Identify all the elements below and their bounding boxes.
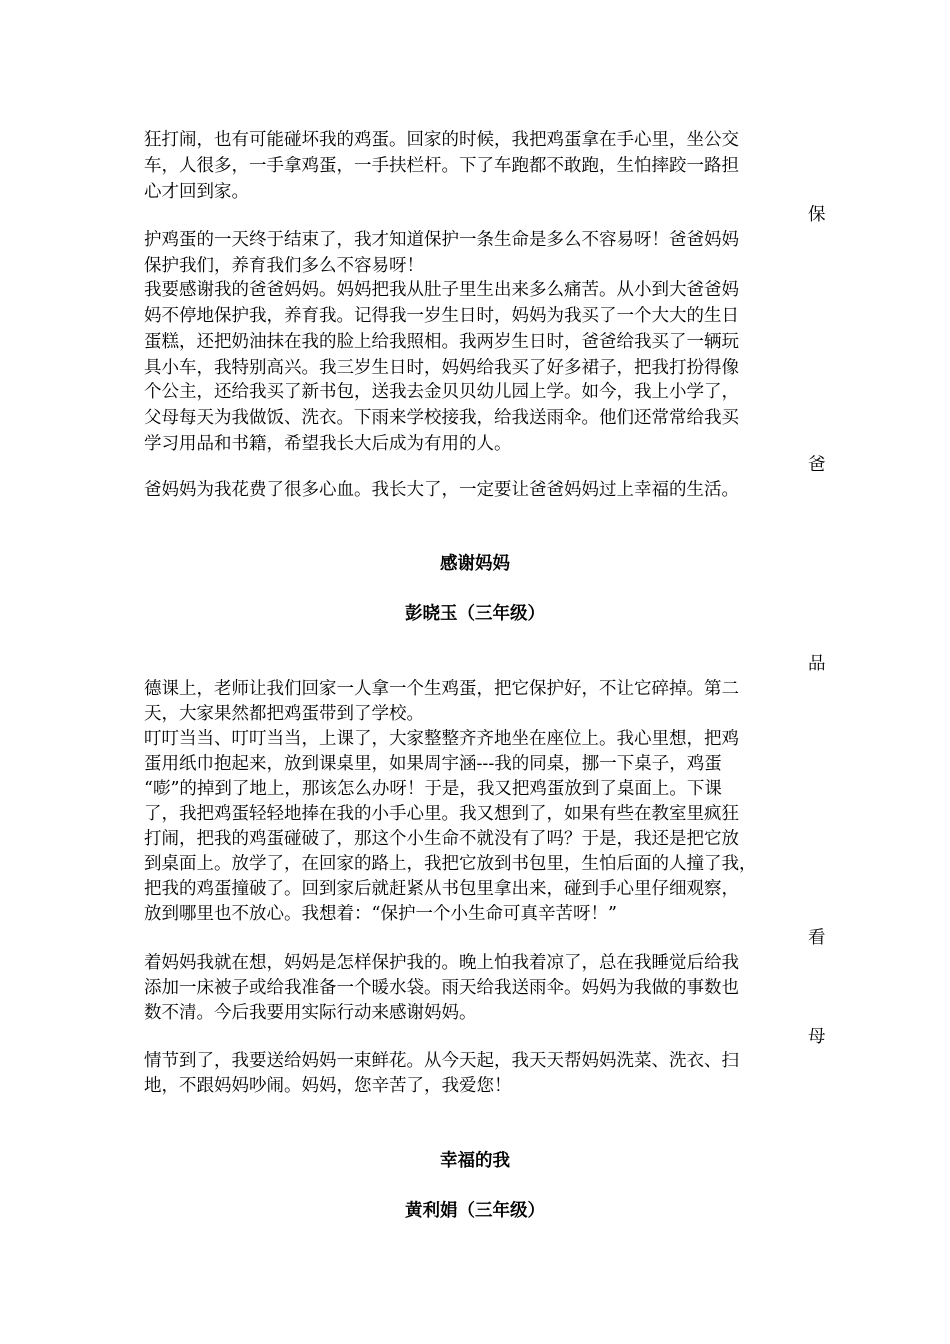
essay-title: 感谢妈妈 bbox=[440, 554, 510, 574]
paragraph-line: 护鸡蛋的一天终于结束了，我才知道保护一条生命是多么不容易呀！爸爸妈妈 bbox=[144, 230, 739, 250]
paragraph-line: 车，人很多，一手拿鸡蛋，一手扶栏杆。下了车跑都不敢跑，生怕摔跤一路担 bbox=[144, 156, 739, 176]
paragraph-line: 狂打闹，也有可能碰坏我的鸡蛋。回家的时候，我把鸡蛋拿在手心里，坐公交 bbox=[144, 130, 739, 150]
paragraph-line: 个公主，还给我买了新书包，送我去金贝贝幼儿园上学。如今，我上小学了， bbox=[144, 382, 739, 402]
paragraph-line: 具小车，我特别高兴。我三岁生日时，妈妈给我买了好多裙子，把我打扮得像 bbox=[144, 358, 739, 378]
paragraph-line: 蛋用纸巾抱起来，放到课桌里，如果周宇涵---我的同桌，挪一下桌子，鸡蛋 bbox=[144, 754, 722, 774]
paragraph-line: 情节到了，我要送给妈妈一束鲜花。从今天起，我天天帮妈妈洗菜、洗衣、扫 bbox=[144, 1051, 739, 1071]
paragraph-line: 把我的鸡蛋撞破了。回到家后就赶紧从书包里拿出来，碰到手心里仔细观察， bbox=[144, 879, 739, 899]
paragraph-line: 我要感谢我的爸爸妈妈。妈妈把我从肚子里生出来多么痛苦。从小到大爸爸妈 bbox=[144, 280, 739, 300]
paragraph-line: 了，我把鸡蛋轻轻地捧在我的小手心里。我又想到了，如果有些在教室里疯狂 bbox=[144, 804, 739, 824]
paragraph-line: 着妈妈我就在想，妈妈是怎样保护我的。晚上怕我着凉了，总在我睡觉后给我 bbox=[144, 953, 739, 973]
paragraph-line: 打闹，把我的鸡蛋碰破了，那这个小生命不就没有了吗？于是，我还是把它放 bbox=[144, 829, 739, 849]
indent-char: 品 bbox=[808, 654, 826, 674]
paragraph-line: 爸妈妈为我花费了很多心血。我长大了，一定要让爸爸妈妈过上幸福的生活。 bbox=[144, 480, 739, 500]
essay-author: 黄利娟（三年级） bbox=[405, 1201, 545, 1221]
paragraph-line: 德课上，老师让我们回家一人拿一个生鸡蛋，把它保护好，不让它碎掉。第二 bbox=[144, 679, 739, 699]
paragraph-line: 放到哪里也不放心。我想着：“保护一个小生命可真辛苦呀！” bbox=[144, 904, 617, 924]
paragraph-line: 添加一床被子或给我准备一个暖水袋。雨天给我送雨伞。妈妈为我做的事数也 bbox=[144, 978, 739, 998]
paragraph-line: 地，不跟妈妈吵闹。妈妈，您辛苦了，我爱您！ bbox=[144, 1076, 512, 1096]
indent-char: 保 bbox=[808, 205, 826, 225]
paragraph-line: 学习用品和书籍，希望我长大后成为有用的人。 bbox=[144, 434, 512, 454]
indent-char: 母 bbox=[808, 1027, 826, 1047]
paragraph-line: 叮叮当当、叮叮当当，上课了，大家整整齐齐地坐在座位上。我心里想，把鸡 bbox=[144, 729, 739, 749]
essay-author: 彭晓玉（三年级） bbox=[405, 604, 545, 624]
paragraph-line: 保护我们，养育我们多么不容易呀！ bbox=[144, 256, 424, 276]
paragraph-line: 父母每天为我做饭、洗衣。下雨来学校接我，给我送雨伞。他们还常常给我买 bbox=[144, 408, 739, 428]
paragraph-line: 到桌面上。放学了，在回家的路上，我把它放到书包里，生怕后面的人撞了我， bbox=[144, 854, 757, 874]
paragraph-line: 心才回到家。 bbox=[144, 182, 249, 202]
paragraph-line: “嘭”的掉到了地上，那该怎么办呀！于是，我又把鸡蛋放到了桌面上。下课 bbox=[144, 779, 722, 799]
essay-title: 幸福的我 bbox=[440, 1151, 510, 1171]
paragraph-line: 蛋糕，还把奶油抹在我的脸上给我照相。我两岁生日时，爸爸给我买了一辆玩 bbox=[144, 332, 739, 352]
paragraph-line: 妈不停地保护我，养育我。记得我一岁生日时，妈妈为我买了一个大大的生日 bbox=[144, 306, 739, 326]
paragraph-line: 天，大家果然都把鸡蛋带到了学校。 bbox=[144, 704, 424, 724]
indent-char: 看 bbox=[808, 928, 826, 948]
indent-char: 爸 bbox=[808, 455, 826, 475]
paragraph-line: 数不清。今后我要用实际行动来感谢妈妈。 bbox=[144, 1003, 477, 1023]
